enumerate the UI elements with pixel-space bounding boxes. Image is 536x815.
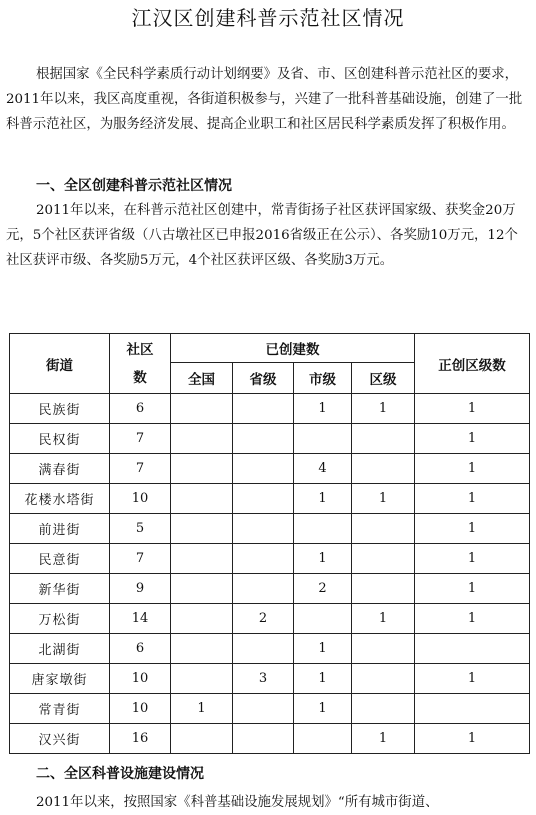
cell-provincial (233, 694, 294, 724)
cell-street: 唐家墩街 (10, 664, 110, 694)
cell-street: 常青街 (10, 694, 110, 724)
cell-city: 1 (294, 664, 352, 694)
table-row (10, 454, 530, 484)
table-row (10, 604, 530, 634)
table-row (10, 694, 530, 724)
cell-national (171, 664, 233, 694)
communities-table (9, 333, 530, 754)
cell-communities: 5 (110, 514, 171, 544)
cell-provincial (233, 574, 294, 604)
cell-communities: 6 (110, 394, 171, 424)
header-street: 街道 (10, 334, 110, 394)
cell-provincial (233, 454, 294, 484)
cell-street: 新华街 (10, 574, 110, 604)
table-row (10, 514, 530, 544)
section1-heading: 一、全区创建科普示范社区情况 (36, 178, 232, 194)
cell-city (294, 514, 352, 544)
cell-city: 1 (294, 484, 352, 514)
cell-city (294, 424, 352, 454)
header-national: 全国 (171, 363, 233, 394)
table-row (10, 634, 530, 664)
cell-in-progress: 1 (415, 454, 530, 484)
header-communities (110, 334, 171, 394)
document-title: 江汉区创建科普示范社区情况 (131, 6, 405, 30)
cell-communities: 7 (110, 544, 171, 574)
cell-communities: 14 (110, 604, 171, 634)
cell-street: 民族街 (10, 394, 110, 424)
cell-national (171, 394, 233, 424)
cell-national (171, 724, 233, 754)
cell-communities: 9 (110, 574, 171, 604)
table-row (10, 664, 530, 694)
cell-city (294, 724, 352, 754)
cell-provincial (233, 484, 294, 514)
cell-provincial (233, 394, 294, 424)
cell-communities: 7 (110, 454, 171, 484)
table-row (10, 394, 530, 424)
header-in-progress: 正创区级数 (415, 334, 530, 394)
header-district: 区级 (352, 363, 415, 394)
table-body (10, 394, 530, 754)
cell-street: 满春街 (10, 454, 110, 484)
table-row (10, 424, 530, 454)
cell-street: 前进街 (10, 514, 110, 544)
cell-communities: 10 (110, 694, 171, 724)
cell-in-progress: 1 (415, 664, 530, 694)
cell-in-progress (415, 694, 530, 724)
cell-provincial (233, 634, 294, 664)
header-provincial: 省级 (233, 363, 294, 394)
cell-in-progress: 1 (415, 604, 530, 634)
cell-in-progress: 1 (415, 484, 530, 514)
table-row (10, 724, 530, 754)
cell-in-progress: 1 (415, 514, 530, 544)
header-city: 市级 (294, 363, 352, 394)
cell-street: 万松街 (10, 604, 110, 634)
cell-national (171, 484, 233, 514)
cell-district (352, 514, 415, 544)
cell-in-progress: 1 (415, 724, 530, 754)
cell-in-progress (415, 634, 530, 664)
cell-communities: 7 (110, 424, 171, 454)
header-communities-label: 社区数 (126, 341, 154, 386)
cell-district: 1 (352, 604, 415, 634)
cell-national: 1 (171, 694, 233, 724)
cell-in-progress: 1 (415, 394, 530, 424)
cell-district: 1 (352, 394, 415, 424)
cell-street: 汉兴街 (10, 724, 110, 754)
cell-city: 4 (294, 454, 352, 484)
cell-in-progress: 1 (415, 424, 530, 454)
cell-communities: 6 (110, 634, 171, 664)
cell-national (171, 604, 233, 634)
cell-provincial (233, 724, 294, 754)
cell-national (171, 544, 233, 574)
table-row (10, 484, 530, 514)
cell-provincial (233, 424, 294, 454)
cell-provincial: 2 (233, 604, 294, 634)
cell-city: 1 (294, 544, 352, 574)
cell-national (171, 424, 233, 454)
cell-district (352, 574, 415, 604)
cell-district (352, 454, 415, 484)
cell-district (352, 664, 415, 694)
cell-street: 民意街 (10, 544, 110, 574)
section2-paragraph: 2011年以来，按照国家《科普基础设施发展规划》“所有城市街道、 (36, 795, 439, 810)
cell-provincial: 3 (233, 664, 294, 694)
cell-street: 北湖街 (10, 634, 110, 664)
cell-district (352, 634, 415, 664)
section2-heading: 二、全区科普设施建设情况 (36, 766, 204, 782)
table-row (10, 574, 530, 604)
section1-paragraph: 2011年以来，在科普示范社区创建中，常青街扬子社区获评国家级、获奖金20万元，5个社区获评省级（八古墩社区已申报2016省级正在公示）、各奖励10万元，12个社区获评市级、各奖励5万元，4个社区获评区级、各奖励3万元。 (6, 203, 518, 268)
cell-city: 2 (294, 574, 352, 604)
cell-city (294, 604, 352, 634)
cell-national (171, 514, 233, 544)
cell-city: 1 (294, 694, 352, 724)
cell-city: 1 (294, 394, 352, 424)
table-row (10, 544, 530, 574)
cell-national (171, 454, 233, 484)
cell-provincial (233, 544, 294, 574)
header-built: 已创建数 (171, 334, 415, 363)
cell-city: 1 (294, 634, 352, 664)
cell-provincial (233, 514, 294, 544)
cell-district (352, 544, 415, 574)
cell-communities: 16 (110, 724, 171, 754)
cell-communities: 10 (110, 664, 171, 694)
cell-communities: 10 (110, 484, 171, 514)
cell-street: 花楼水塔街 (10, 484, 110, 514)
cell-street: 民权街 (10, 424, 110, 454)
cell-district: 1 (352, 484, 415, 514)
cell-national (171, 634, 233, 664)
cell-in-progress: 1 (415, 574, 530, 604)
intro-paragraph: 根据国家《全民科学素质行动计划纲要》及省、市、区创建科普示范社区的要求，2011年以来，我区高度重视，各街道积极参与，兴建了一批科普基础设施，创建了一批科普示范社区，为服务经济发展、提高企业职工和社区居民科学素质发挥了积极作用。 (6, 67, 523, 132)
cell-district (352, 424, 415, 454)
cell-national (171, 574, 233, 604)
cell-district (352, 694, 415, 724)
cell-district: 1 (352, 724, 415, 754)
cell-in-progress: 1 (415, 544, 530, 574)
